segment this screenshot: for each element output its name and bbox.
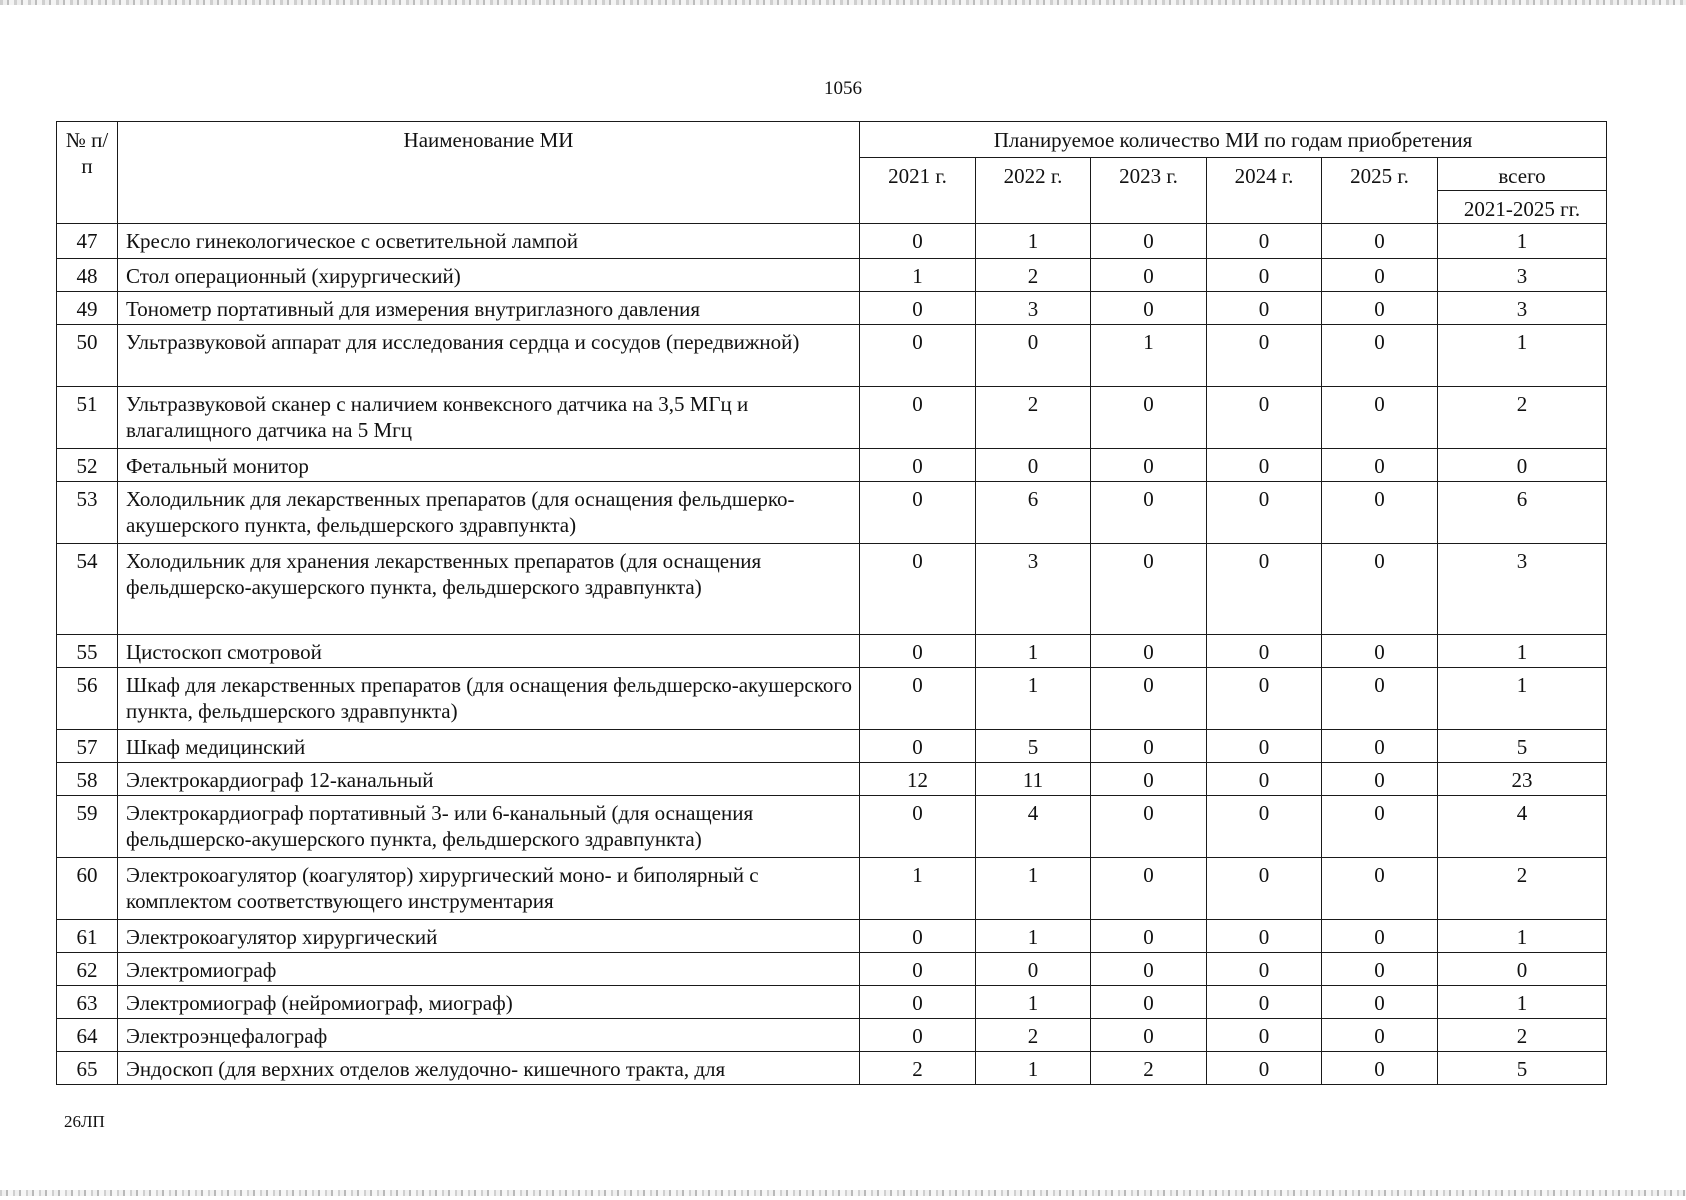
val-2021: 0 bbox=[860, 796, 976, 858]
row-name: Фетальный монитор bbox=[118, 449, 860, 482]
row-number: 63 bbox=[57, 986, 118, 1019]
val-2025: 0 bbox=[1322, 1052, 1438, 1085]
val-total: 2 bbox=[1438, 387, 1607, 449]
val-2024: 0 bbox=[1207, 387, 1322, 449]
table-row bbox=[57, 796, 1607, 858]
row-name: Цистоскоп смотровой bbox=[118, 635, 860, 668]
val-2021: 0 bbox=[860, 730, 976, 763]
header-total-range: 2021-2025 гг. bbox=[1438, 191, 1607, 224]
row-name: Эндоскоп (для верхних отделов желудочно- кишечного тракта, для bbox=[118, 1052, 860, 1085]
val-2025: 0 bbox=[1322, 796, 1438, 858]
val-2023: 0 bbox=[1091, 224, 1207, 259]
val-2025: 0 bbox=[1322, 292, 1438, 325]
val-2023: 0 bbox=[1091, 986, 1207, 1019]
table-body bbox=[57, 224, 1607, 1085]
val-total: 1 bbox=[1438, 986, 1607, 1019]
row-name: Электрокардиограф 12-канальный bbox=[118, 763, 860, 796]
val-2021: 0 bbox=[860, 224, 976, 259]
val-2024: 0 bbox=[1207, 986, 1322, 1019]
table-row bbox=[57, 635, 1607, 668]
val-2021: 0 bbox=[860, 292, 976, 325]
table-row bbox=[57, 920, 1607, 953]
val-total: 6 bbox=[1438, 482, 1607, 544]
val-2025: 0 bbox=[1322, 858, 1438, 920]
val-2022: 1 bbox=[976, 920, 1091, 953]
val-2023: 0 bbox=[1091, 259, 1207, 292]
page-number: 1056 bbox=[824, 78, 862, 99]
val-2023: 0 bbox=[1091, 953, 1207, 986]
row-number: 51 bbox=[57, 387, 118, 449]
val-2022: 1 bbox=[976, 635, 1091, 668]
table-row bbox=[57, 482, 1607, 544]
val-2021: 0 bbox=[860, 1019, 976, 1052]
table-row bbox=[57, 544, 1607, 635]
row-number: 60 bbox=[57, 858, 118, 920]
val-2025: 0 bbox=[1322, 635, 1438, 668]
row-name: Шкаф для лекарственных препаратов (для оснащения фельдшерско-акушерского пункта, фельдшерского здравпункта) bbox=[118, 668, 860, 730]
row-number: 58 bbox=[57, 763, 118, 796]
row-name: Электромиограф (нейромиограф, миограф) bbox=[118, 986, 860, 1019]
row-number: 56 bbox=[57, 668, 118, 730]
val-total: 2 bbox=[1438, 1019, 1607, 1052]
val-total: 23 bbox=[1438, 763, 1607, 796]
val-2025: 0 bbox=[1322, 986, 1438, 1019]
row-number: 54 bbox=[57, 544, 118, 635]
row-name: Стол операционный (хирургический) bbox=[118, 259, 860, 292]
header-planned-group: Планируемое количество МИ по годам приобретения bbox=[860, 122, 1607, 158]
val-total: 3 bbox=[1438, 259, 1607, 292]
row-name: Ультразвуковой сканер с наличием конвексного датчика на 3,5 МГц и влагалищного датчика на 5 Мгц bbox=[118, 387, 860, 449]
val-2025: 0 bbox=[1322, 763, 1438, 796]
table-row bbox=[57, 325, 1607, 387]
val-2024: 0 bbox=[1207, 1019, 1322, 1052]
val-2022: 2 bbox=[976, 259, 1091, 292]
row-number: 57 bbox=[57, 730, 118, 763]
table-row bbox=[57, 730, 1607, 763]
val-2021: 1 bbox=[860, 858, 976, 920]
val-2022: 5 bbox=[976, 730, 1091, 763]
row-number: 47 bbox=[57, 224, 118, 259]
header-num: № п/п bbox=[57, 122, 118, 224]
val-total: 1 bbox=[1438, 224, 1607, 259]
val-2021: 0 bbox=[860, 544, 976, 635]
row-number: 55 bbox=[57, 635, 118, 668]
table-row bbox=[57, 449, 1607, 482]
val-2024: 0 bbox=[1207, 668, 1322, 730]
val-2023: 0 bbox=[1091, 763, 1207, 796]
row-name: Холодильник для хранения лекарственных препаратов (для оснащения фельдшерско-акушерского пункта, фельдшерского здравпункта) bbox=[118, 544, 860, 635]
equipment-table bbox=[56, 121, 1607, 1085]
val-2025: 0 bbox=[1322, 668, 1438, 730]
table-row bbox=[57, 292, 1607, 325]
val-total: 3 bbox=[1438, 544, 1607, 635]
val-2021: 0 bbox=[860, 986, 976, 1019]
val-2025: 0 bbox=[1322, 259, 1438, 292]
table-row bbox=[57, 858, 1607, 920]
row-name: Холодильник для лекарственных препаратов (для оснащения фельдшерко-акушерского пункта, фельдшерского здравпункта) bbox=[118, 482, 860, 544]
val-2022: 2 bbox=[976, 387, 1091, 449]
val-2023: 0 bbox=[1091, 635, 1207, 668]
val-total: 1 bbox=[1438, 325, 1607, 387]
val-2021: 1 bbox=[860, 259, 976, 292]
val-2021: 0 bbox=[860, 325, 976, 387]
val-2022: 1 bbox=[976, 668, 1091, 730]
row-name: Тонометр портативный для измерения внутриглазного давления bbox=[118, 292, 860, 325]
val-total: 1 bbox=[1438, 668, 1607, 730]
header-year-2023: 2023 г. bbox=[1091, 158, 1207, 224]
val-2022: 6 bbox=[976, 482, 1091, 544]
val-2025: 0 bbox=[1322, 224, 1438, 259]
val-2024: 0 bbox=[1207, 920, 1322, 953]
row-name: Электрокоагулятор хирургический bbox=[118, 920, 860, 953]
val-total: 1 bbox=[1438, 635, 1607, 668]
header-year-2024: 2024 г. bbox=[1207, 158, 1322, 224]
val-total: 1 bbox=[1438, 920, 1607, 953]
val-total: 0 bbox=[1438, 449, 1607, 482]
val-2023: 0 bbox=[1091, 796, 1207, 858]
val-2023: 0 bbox=[1091, 292, 1207, 325]
row-name: Электроэнцефалограф bbox=[118, 1019, 860, 1052]
val-total: 5 bbox=[1438, 1052, 1607, 1085]
val-2021: 2 bbox=[860, 1052, 976, 1085]
header-year-2025: 2025 г. bbox=[1322, 158, 1438, 224]
val-2021: 0 bbox=[860, 449, 976, 482]
val-2021: 0 bbox=[860, 635, 976, 668]
val-2025: 0 bbox=[1322, 482, 1438, 544]
row-name: Ультразвуковой аппарат для исследования сердца и сосудов (передвижной) bbox=[118, 325, 860, 387]
val-2022: 1 bbox=[976, 986, 1091, 1019]
val-2025: 0 bbox=[1322, 730, 1438, 763]
val-2025: 0 bbox=[1322, 325, 1438, 387]
row-number: 50 bbox=[57, 325, 118, 387]
table-row bbox=[57, 986, 1607, 1019]
row-number: 61 bbox=[57, 920, 118, 953]
val-2023: 2 bbox=[1091, 1052, 1207, 1085]
val-2022: 1 bbox=[976, 858, 1091, 920]
scan-edge-bottom bbox=[0, 1190, 1686, 1196]
val-total: 3 bbox=[1438, 292, 1607, 325]
val-total: 0 bbox=[1438, 953, 1607, 986]
val-2021: 0 bbox=[860, 953, 976, 986]
row-number: 65 bbox=[57, 1052, 118, 1085]
val-2021: 0 bbox=[860, 668, 976, 730]
val-2021: 0 bbox=[860, 920, 976, 953]
table-row bbox=[57, 763, 1607, 796]
val-2024: 0 bbox=[1207, 858, 1322, 920]
val-2022: 3 bbox=[976, 544, 1091, 635]
val-total: 2 bbox=[1438, 858, 1607, 920]
val-2024: 0 bbox=[1207, 953, 1322, 986]
val-2023: 0 bbox=[1091, 449, 1207, 482]
val-2024: 0 bbox=[1207, 1052, 1322, 1085]
table-row bbox=[57, 1052, 1607, 1085]
val-2023: 0 bbox=[1091, 1019, 1207, 1052]
val-2024: 0 bbox=[1207, 325, 1322, 387]
val-2023: 0 bbox=[1091, 858, 1207, 920]
val-2023: 0 bbox=[1091, 920, 1207, 953]
val-2024: 0 bbox=[1207, 449, 1322, 482]
val-2024: 0 bbox=[1207, 482, 1322, 544]
val-2022: 1 bbox=[976, 224, 1091, 259]
val-2025: 0 bbox=[1322, 449, 1438, 482]
val-2023: 0 bbox=[1091, 730, 1207, 763]
val-2024: 0 bbox=[1207, 763, 1322, 796]
val-2022: 1 bbox=[976, 1052, 1091, 1085]
table-row bbox=[57, 387, 1607, 449]
row-name: Электрокоагулятор (коагулятор) хирургический моно- и биполярный с комплектом соответствующего инструментария bbox=[118, 858, 860, 920]
val-2025: 0 bbox=[1322, 920, 1438, 953]
table-row bbox=[57, 668, 1607, 730]
val-2021: 0 bbox=[860, 482, 976, 544]
val-2022: 4 bbox=[976, 796, 1091, 858]
val-total: 5 bbox=[1438, 730, 1607, 763]
val-2022: 0 bbox=[976, 449, 1091, 482]
row-name: Электрокардиограф портативный 3- или 6-канальный (для оснащения фельдшерско-акушерского пункта, фельдшерского здравпункта) bbox=[118, 796, 860, 858]
val-total: 4 bbox=[1438, 796, 1607, 858]
val-2024: 0 bbox=[1207, 796, 1322, 858]
val-2023: 1 bbox=[1091, 325, 1207, 387]
header-name: Наименование МИ bbox=[118, 122, 860, 224]
row-name: Кресло гинекологическое с осветительной лампой bbox=[118, 224, 860, 259]
val-2022: 0 bbox=[976, 953, 1091, 986]
val-2024: 0 bbox=[1207, 635, 1322, 668]
val-2022: 11 bbox=[976, 763, 1091, 796]
header-total: всего bbox=[1438, 158, 1607, 191]
val-2021: 12 bbox=[860, 763, 976, 796]
footer-code: 26ЛП bbox=[64, 1112, 105, 1131]
val-2023: 0 bbox=[1091, 482, 1207, 544]
val-2022: 0 bbox=[976, 325, 1091, 387]
row-number: 49 bbox=[57, 292, 118, 325]
val-2021: 0 bbox=[860, 387, 976, 449]
val-2025: 0 bbox=[1322, 387, 1438, 449]
header-year-2021: 2021 г. bbox=[860, 158, 976, 224]
row-number: 64 bbox=[57, 1019, 118, 1052]
val-2024: 0 bbox=[1207, 544, 1322, 635]
val-2024: 0 bbox=[1207, 259, 1322, 292]
val-2025: 0 bbox=[1322, 953, 1438, 986]
row-number: 53 bbox=[57, 482, 118, 544]
row-number: 62 bbox=[57, 953, 118, 986]
table-row bbox=[57, 1019, 1607, 1052]
scan-edge-top bbox=[0, 0, 1686, 5]
val-2022: 3 bbox=[976, 292, 1091, 325]
val-2022: 2 bbox=[976, 1019, 1091, 1052]
row-name: Шкаф медицинский bbox=[118, 730, 860, 763]
row-number: 59 bbox=[57, 796, 118, 858]
val-2023: 0 bbox=[1091, 668, 1207, 730]
val-2025: 0 bbox=[1322, 544, 1438, 635]
val-2024: 0 bbox=[1207, 224, 1322, 259]
row-number: 52 bbox=[57, 449, 118, 482]
row-number: 48 bbox=[57, 259, 118, 292]
val-2024: 0 bbox=[1207, 292, 1322, 325]
val-2023: 0 bbox=[1091, 544, 1207, 635]
header-year-2022: 2022 г. bbox=[976, 158, 1091, 224]
table-row bbox=[57, 953, 1607, 986]
val-2024: 0 bbox=[1207, 730, 1322, 763]
table-row bbox=[57, 224, 1607, 259]
table-row bbox=[57, 259, 1607, 292]
val-2023: 0 bbox=[1091, 387, 1207, 449]
val-2025: 0 bbox=[1322, 1019, 1438, 1052]
row-name: Электромиограф bbox=[118, 953, 860, 986]
